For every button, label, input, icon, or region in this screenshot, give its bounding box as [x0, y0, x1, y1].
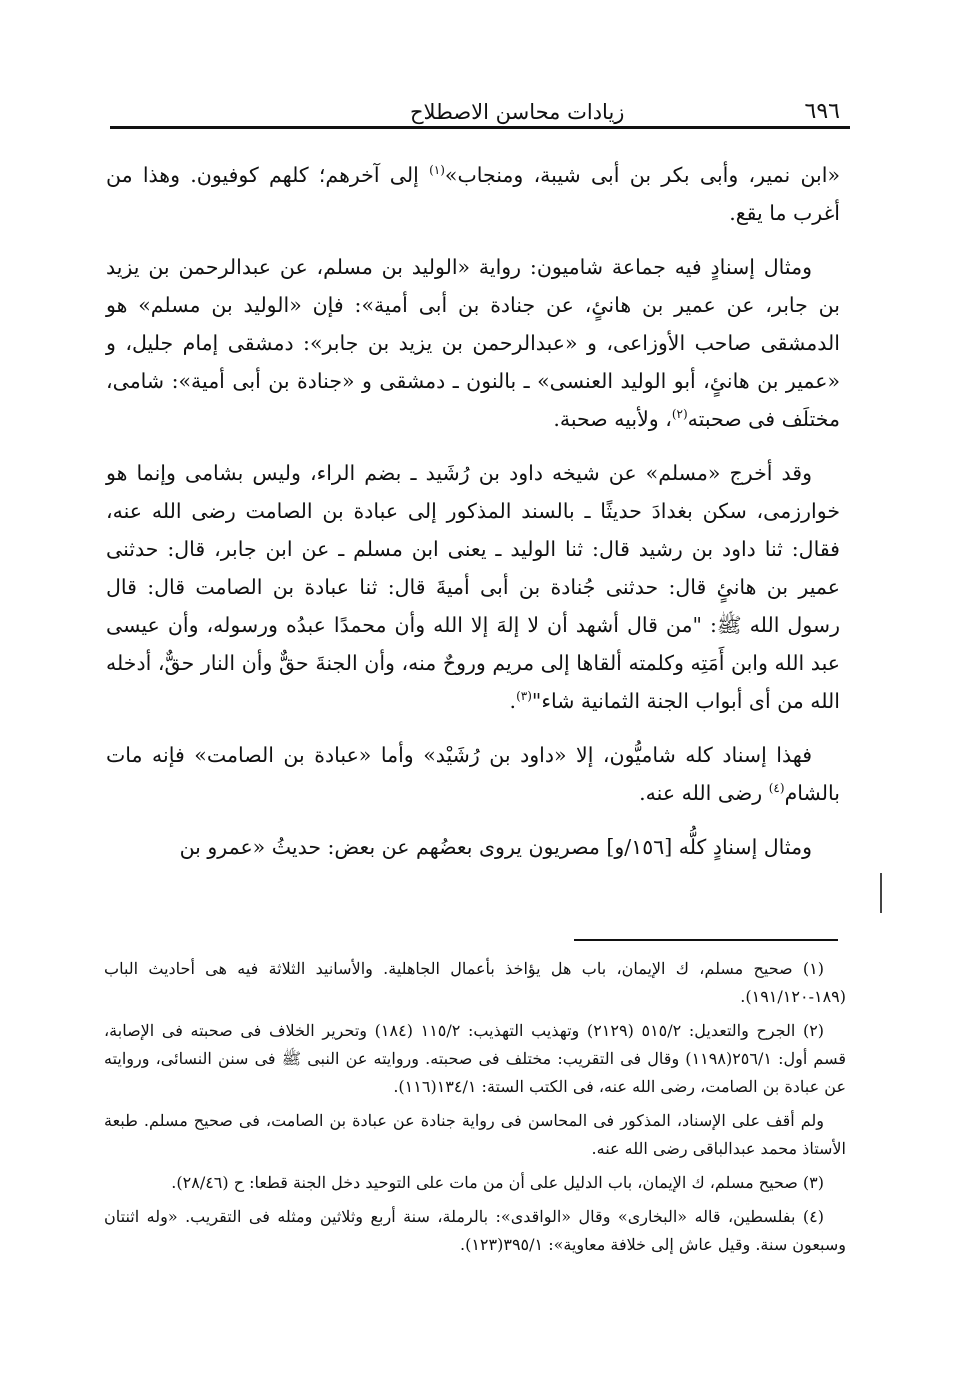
footnote-4: (٤) بفلسطين، قاله «البخارى» وقال «الواقدى»: بالرملة، سنة أربع وثلاثين ومثله فى التقريب. «وله اثنتان وسبعون سنة. وقيل عاش إلى خلافة معاوية»: ٣٩٥/١(١٢٣). [104, 1207, 846, 1254]
footnote-1: (١) صحيح مسلم، ك الإيمان، باب هل يؤاخذ بأعمال الجاهلية. والأسانيد الثلاثة فيه هى أحاديث الباب (١٨٩-١٩١/١٢٠). [104, 959, 846, 1006]
paragraph-4-rest: رضى الله عنه. [639, 781, 769, 805]
paragraph-5-text: ومثال إسنادٍ كلُّه [١٥٦/و] مصريون يروى بعضُهم عن بعض: حديثُ «عمرو بن [179, 835, 812, 859]
paragraph-4-text: فهذا إسناد كله شاميُّون، إلا «داود بن رُشَيْد» وأما «عبادة بن الصامت» فإنه مات بالشام [106, 743, 840, 805]
paragraph-5 [106, 828, 840, 866]
paragraph-2 [106, 248, 840, 438]
paragraph-3-text: وقد أخرج «مسلم» عن شيخه داود بن رُشَيد ـ بضم الراء، وليس بشامى وإنما هو خوارزمى، سكن بغدادَ حديثًا ـ بالسند المذكور إلى عبادة بن الصامت رضى الله عنه، فقال: ثنا داود بن رشيد قال: ثنا الوليد ـ يعنى ابن مسلم ـ عن ابن جابر، قال: حدثنى عمير بن هانئٍ قال: حدثنى جُنادة بن أبى أميةَ قال: ثنا عبادة بن الصامت قال: قال رسول الله ﷺ: "من قال أشهد أن لا إلهَ إلا الله وأن محمدًا عبدُه ورسوله، وأن عيسى عبد الله وابن أَمَتِه وكلمته ألقاها إلى مريم وروحٌ منه، وأن الجنةَ حقٌّ وأن النار حقٌّ، أدخله الله من أى أبواب الجنة الثمانية شاء" [106, 461, 840, 713]
paragraph-1 [106, 156, 840, 232]
footnote-rule [574, 939, 838, 941]
header-rule [110, 126, 850, 129]
main-text [106, 156, 840, 882]
paragraph-2-rest: ، ولأبيه صحبة. [553, 407, 672, 431]
paragraph-2-text: ومثال إسنادٍ فيه جماعة شاميون: رواية «الوليد بن مسلم، عن عبدالرحمن بن يزيد بن جابر، عن عمير بن هانئٍ، عن جنادة بن أبى أمية»: فإن «الوليد بن مسلم» هو الدمشقى صاحب الأوزاعى، و «عبدالرحمن بن يزيد بن جابر»: دمشقى إمام جليل، و «عمير بن هانئٍ، أبو الوليد العنسى» ـ بالنون ـ دمشقى و «جنادة بن أبى أمية»: شامى، مختلَف فى صحبته [106, 255, 840, 431]
running-title: زيادات محاسن الاصطلاح [410, 100, 625, 124]
paragraph-1-text: «ابن نمير، وأبى بكر بن أبى شيبة، ومنجاب» [444, 163, 840, 187]
footnote-ref-1: (١) [429, 163, 445, 178]
paragraph-1-rest: إلى آخرهم؛ كلهم كوفيون. وهذا من أغرب ما يقع. [106, 163, 840, 225]
paragraph-3 [106, 454, 840, 720]
margin-mark [880, 873, 882, 913]
page-header [110, 84, 850, 124]
footnote-ref-2: (٢) [671, 407, 688, 422]
footnote-2-continued: ولم أقف على الإسناد، المذكور فى المحاسن فى رواية جنادة عن عبادة بن الصامت، فى صحيح مسلم. طبعة الأستاذ محمد عبدالباقى رضى الله عنه. [104, 1111, 846, 1158]
footnote-2: (٢) الجرح والتعديل: ٥١٥/٢ (٢١٢٩) وتهذيب التهذيب: ١١٥/٢ (١٨٤) وتحرير الخلاف فى صحبته فى الإصابة، قسم أول: ٢٥٦/١(١١٩٨) وقال فى التقريب: مختلف فى صحبته. وروايته عن النبى ﷺ فى سنن النسائى، وروايته عن عبادة بن الصامت، رضى الله عنه، فى الكتب الستة: ١٣٤/١(١١٦). [104, 1021, 847, 1096]
paragraph-3-rest: . [509, 689, 517, 713]
footnote-3: (٣) صحيح مسلم، ك الإيمان، باب الدليل على أن من مات على التوحيد دخل الجنة قطعا: ح (٢٨/٤٦). [171, 1173, 824, 1192]
footnotes [104, 955, 846, 1265]
page-number: ٦٩٦ [804, 99, 840, 124]
paragraph-4 [106, 736, 840, 812]
footnote-ref-3: (٣) [516, 689, 532, 704]
footnote-ref-4: (٤) [768, 781, 785, 796]
